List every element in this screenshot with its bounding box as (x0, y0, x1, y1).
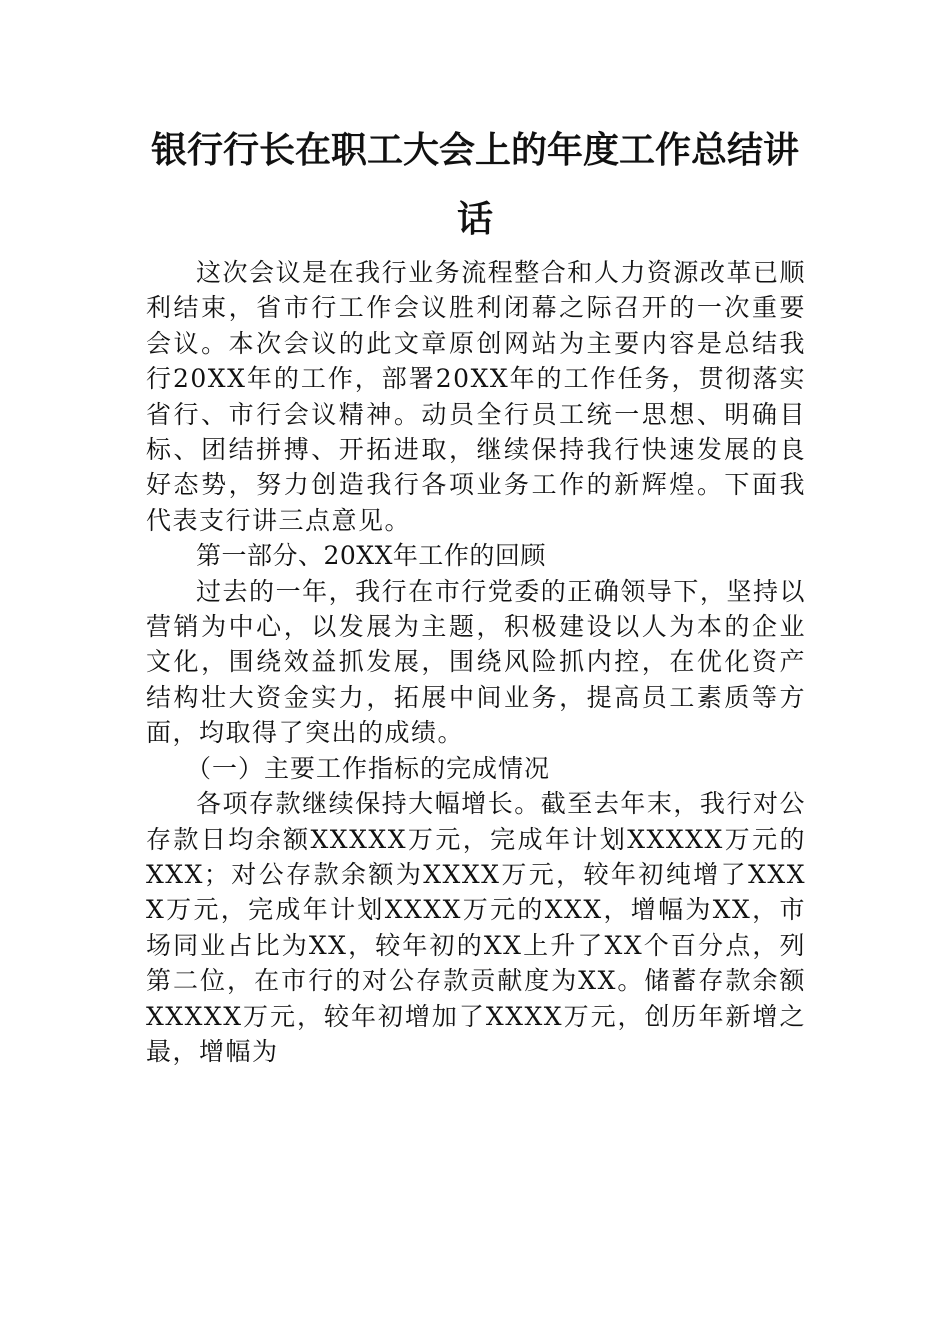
paragraph-review: 过去的一年，我行在市行党委的正确领导下，坚持以营销为中心，以发展为主题，积极建设以人为本的企业文化，围绕效益抓发展，围绕风险抓内控，在优化资产结构壮大资金实力，拓展中间业务，提高员工素质等方面，均取得了突出的成绩。 (146, 576, 806, 748)
document-title-line-2: 话 (456, 198, 493, 240)
paragraph-deposits: 各项存款继续保持大幅增长。截至去年末，我行对公存款日均余额XXXXX万元，完成年计划XXXXX万元的XXX；对公存款余额为XXXX万元，较年初纯增了XXXX万元，完成年计划XXXX万元的XXX，增幅为XX，市场同业占比为XX，较年初的XX上升了XX个百分点，列第二位，在市行的对公存款贡献度为XX。储蓄存款余额XXXXX万元，较年初增加了XXXX万元，创历年新增之最，增幅为 (146, 789, 806, 1066)
paragraph-intro: 这次会议是在我行业务流程整合和人力资源改革已顺利结束，省市行工作会议胜利闭幕之际召开的一次重要会议。本次会议的此文章原创网站为主要内容是总结我行20XX年的工作，部署20XX年的工作任务，贯彻落实省行、市行会议精神。动员全行员工统一思想、明确目标、团结拼搏、开拓进取，继续保持我行快速发展的良好态势，努力创造我行各项业务工作的新辉煌。下面我代表支行讲三点意见。 (146, 258, 806, 535)
document-title-line-1: 银行行长在职工大会上的年度工作总结讲 (150, 129, 799, 171)
document-body (146, 255, 806, 1069)
section-heading-part-one: 第一部分、20XX年工作的回顾 (196, 541, 546, 571)
subsection-heading-indicators: （一）主要工作指标的完成情况 (186, 753, 551, 783)
